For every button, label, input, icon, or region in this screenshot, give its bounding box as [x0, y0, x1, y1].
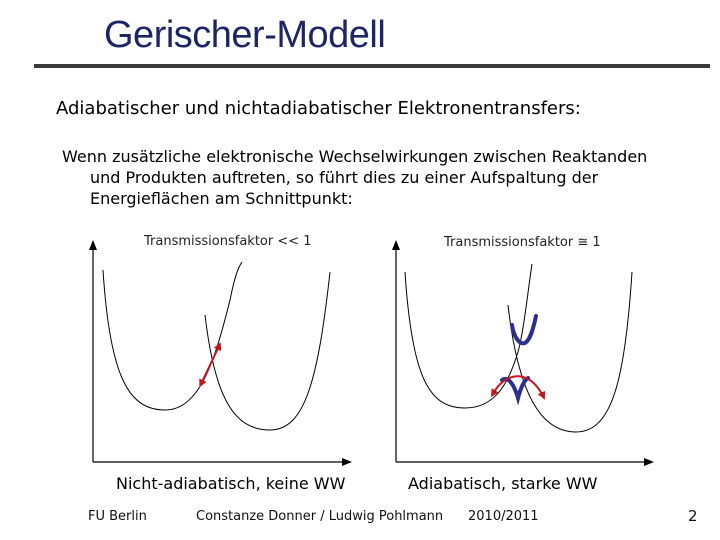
left-x-arrowhead — [342, 458, 352, 466]
footer-institution: FU Berlin — [88, 509, 147, 524]
right-diagram-caption: Transmissionsfaktor ≅ 1 — [444, 235, 601, 250]
footer-authors: Constanze Donner / Ludwig Pohlmann — [196, 509, 444, 524]
right-diagram-label: Adiabatisch, starke WW — [408, 474, 598, 493]
left-diagram-label: Nicht-adiabatisch, keine WW — [116, 474, 346, 493]
left-y-arrowhead — [89, 240, 97, 250]
right-lower-blue-curve — [502, 378, 528, 398]
left-product-curve — [205, 272, 330, 430]
footer-year: 2010/2011 — [468, 509, 539, 524]
footer-page-number: 2 — [688, 507, 698, 525]
right-y-arrowhead — [392, 240, 400, 250]
left-reactant-curve — [103, 262, 242, 410]
right-x-arrowhead — [644, 458, 654, 466]
right-product-curve — [508, 272, 632, 432]
body-paragraph: Wenn zusätzliche elektronische Wechselwirkungen zwischen Reaktanden und Produkten auftreten, so führt dies zu einer Aufspaltung der Energieflächen am Schnittpunkt: — [62, 147, 648, 208]
subheading: Adiabatischer und nichtadiabatischer Elektronentransfers: — [56, 98, 581, 119]
left-diagram-caption: Transmissionsfaktor << 1 — [144, 234, 312, 249]
left-red-double-arrow — [202, 344, 220, 382]
left-axes — [93, 246, 346, 462]
right-axes — [396, 246, 648, 462]
slide-title: Gerischer-Modell — [104, 14, 386, 56]
